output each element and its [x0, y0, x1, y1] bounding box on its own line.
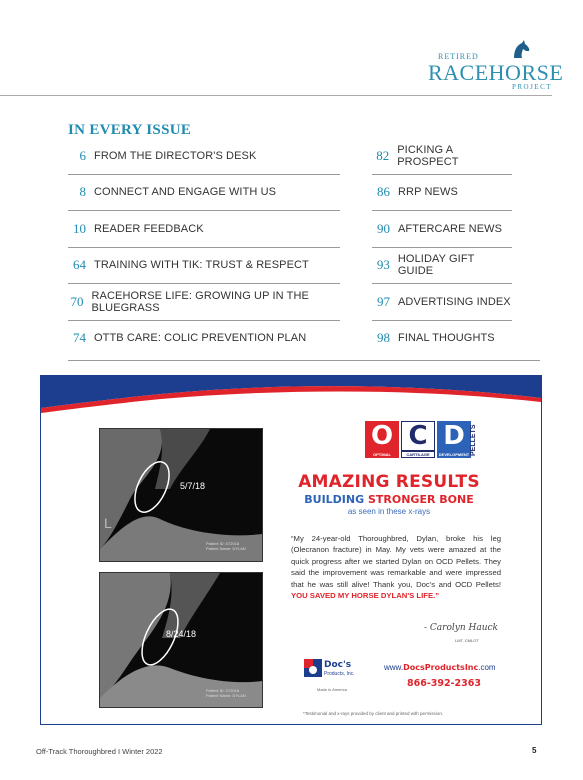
xray-patient-info: Patient ID: 072018 Patient Name: DYLAN — [206, 541, 246, 551]
testimonial-quote: “My 24-year-old Thoroughbred, Dylan, broke his leg (Olecranon fracture) in May. My vets were amazed at the quick progress after we started Dylan on OCD Pellets. They said the improvement was remarkable and were impressed that he was still alive! Thank you, Doc's and OCD Pellets! YOU SAVED MY HORSE DYLAN'S LIFE.” — [291, 534, 501, 601]
toc-label: FROM THE DIRECTOR'S DESK — [94, 150, 257, 162]
xray-image-before — [99, 428, 263, 562]
toc-item[interactable] — [372, 320, 512, 356]
toc-item[interactable] — [68, 320, 340, 356]
ad-disclaimer: *Testimonial and x-rays provided by client and printed with permission. — [303, 711, 444, 716]
horse-head-icon — [508, 40, 532, 60]
phone-number[interactable]: 866-392-2363 — [407, 678, 481, 689]
toc-item[interactable] — [372, 211, 512, 248]
ocd-pellets-advertisement[interactable] — [40, 375, 542, 725]
docs-products-logo: Doc's Products, Inc. Made in America — [304, 659, 322, 682]
toc-page-number: 98 — [377, 330, 390, 345]
toc-item[interactable] — [68, 174, 340, 211]
toc-page-number: 10 — [73, 221, 86, 236]
toc-item[interactable] — [372, 247, 512, 284]
docs-logo-icon — [304, 659, 322, 677]
xray-side-marker: L — [104, 515, 112, 531]
xray-date: 8/24/18 — [166, 629, 197, 639]
ad-subheadline: BUILDING STRONGER BONE — [304, 493, 474, 506]
toc-label: TRAINING WITH TIK: TRUST & RESPECT — [94, 259, 309, 271]
logo-project: PROJECT — [512, 83, 553, 91]
toc-item[interactable] — [68, 247, 340, 284]
toc-label: OTTB CARE: COLIC PREVENTION PLAN — [94, 332, 307, 344]
toc-label: RRP NEWS — [398, 186, 458, 198]
toc-item[interactable] — [372, 174, 512, 211]
xray-patient-info: Patient ID: 072018 Patient Name: DYLAN — [206, 688, 246, 698]
toc-page-number: 93 — [376, 257, 390, 272]
toc-divider — [68, 360, 540, 361]
footer-publication: Off-Track Thoroughbred I Winter 2022 — [36, 747, 163, 756]
toc-item[interactable] — [372, 138, 512, 175]
toc-page-number: 74 — [73, 330, 86, 345]
ocd-sub-optimal: OPTIMAL — [365, 451, 399, 458]
ocd-letter-o: O — [365, 421, 399, 451]
xray-date: 5/7/18 — [180, 481, 206, 491]
toc-item[interactable] — [68, 138, 340, 175]
toc-item[interactable] — [372, 284, 512, 321]
toc-label: ADVERTISING INDEX — [398, 296, 511, 308]
toc-label: PICKING A PROSPECT — [397, 144, 459, 168]
ad-headline: AMAZING RESULTS — [298, 472, 480, 492]
toc-label: AFTERCARE NEWS — [398, 223, 503, 235]
ad-as-seen: as seen in these x-rays — [347, 507, 431, 516]
ocd-letter-c: C — [401, 421, 435, 451]
toc-page-number: 8 — [79, 184, 86, 199]
ocd-sub-development: DEVELOPMENT — [438, 452, 470, 457]
toc-label: READER FEEDBACK — [94, 223, 204, 235]
ocd-pellets-label: PELLETS — [470, 424, 477, 456]
toc-page-number: 6 — [79, 148, 86, 163]
toc-page-number: 90 — [377, 221, 390, 236]
toc-page-number: 70 — [70, 294, 84, 309]
toc-page-number: 86 — [377, 184, 390, 199]
signature-credentials: LMT, CMLOT — [455, 638, 479, 643]
header-divider — [0, 95, 552, 96]
toc-item[interactable] — [68, 284, 340, 321]
retired-racehorse-project-logo — [420, 40, 564, 96]
toc-page-number: 97 — [377, 294, 390, 309]
ad-header-wave — [41, 376, 541, 416]
toc-label: CONNECT AND ENGAGE WITH US — [94, 186, 277, 198]
ocd-letter-d: D — [437, 421, 471, 451]
logo-racehorse: RACEHORSE — [428, 60, 564, 85]
toc-page-number: 82 — [376, 148, 390, 163]
toc-label: RACEHORSE LIFE: GROWING UP IN THE BLUEGRASS — [91, 290, 309, 314]
toc-title: IN EVERY ISSUE — [68, 122, 192, 138]
xray-image-after — [99, 572, 263, 708]
toc-item[interactable] — [68, 211, 340, 248]
website-link[interactable]: www.DocsProductsInc.com — [384, 663, 496, 672]
testimonial-signature: - Carolyn Hauck — [424, 623, 498, 633]
logo-retired: RETIRED — [438, 52, 479, 61]
toc-page-number: 64 — [73, 257, 86, 272]
toc-label: FINAL THOUGHTS — [398, 332, 495, 344]
ocd-sub-cartilage: CARTILAGE — [401, 451, 435, 458]
page-number: 5 — [532, 746, 537, 755]
toc-label: HOLIDAY GIFT GUIDE — [397, 253, 475, 277]
bone-graphic — [100, 573, 262, 707]
